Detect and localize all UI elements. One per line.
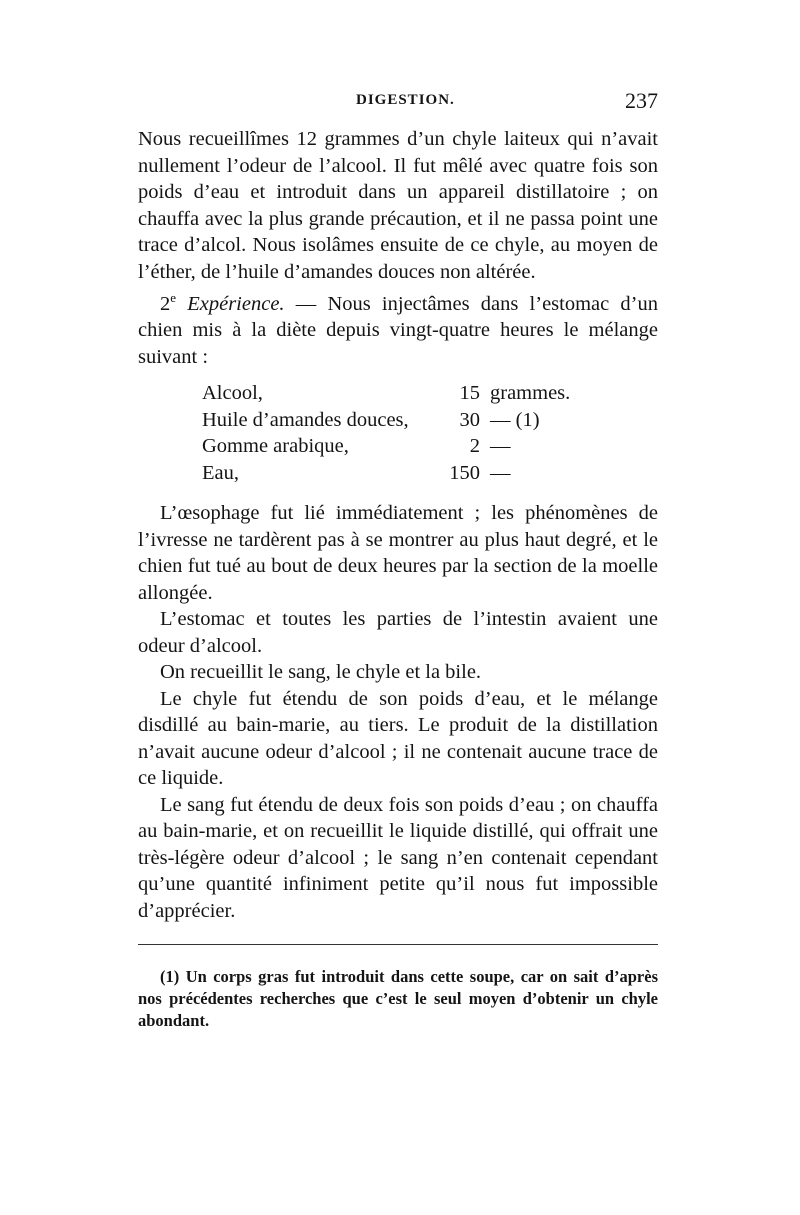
ingredient-name: Huile d’amandes douces, [202, 408, 409, 431]
footnote-rule [138, 944, 658, 945]
paragraph-2 [138, 285, 658, 370]
page-number: 237 [625, 88, 658, 113]
recipe-row [202, 407, 602, 434]
paragraph-4: L’estomac et toutes les parties de l’intestin avaient une odeur d’alcool. [138, 608, 658, 657]
paragraph-6: Le chyle fut étendu de son poids d’eau, et le mélange disdillé au bain-marie, au tiers. Le produit de la distillation n’avait aucune odeur d’alcool ; il ne contenait aucune trace de ce liquide. [138, 687, 658, 790]
ingredient-unit: — [490, 435, 511, 458]
page-header [138, 88, 658, 118]
recipe-row [202, 433, 602, 460]
footnote [138, 966, 658, 1032]
ingredient-name: Eau, [202, 461, 239, 484]
paragraph-5: On recueillit le sang, le chyle et la bile. [160, 661, 482, 684]
recipe-row [202, 460, 602, 487]
body-text [138, 126, 658, 924]
ingredient-amount: 15 [459, 382, 480, 405]
ingredient-unit: — (1) [490, 408, 540, 431]
ingredient-amount: 2 [469, 435, 480, 458]
experiment-ordinal: e [170, 290, 177, 305]
recipe-row [202, 380, 602, 407]
ingredient-name: Alcool, [202, 382, 263, 405]
experiment-label: Expérience. [187, 292, 285, 315]
footnote-text: (1) Un corps gras fut introduit dans cette soupe, car on sait d’après nos précédentes recherches que c’est le seul moyen d’obtenir un chyle abondant. [138, 967, 658, 1030]
experiment-text: — Nous injectâmes dans l’estomac d’un chien mis à la diète depuis vingt-quatre heures le mélange suivant : [138, 292, 659, 368]
ingredient-amount: 30 [459, 408, 480, 431]
paragraph-7: Le sang fut étendu de deux fois son poids d’eau ; on chauffa au bain-marie, et on recueillit le liquide distillé, qui offrait une très-légère odeur d’alcool ; le sang n’en contenait cependant qu’une quantité infiniment petite qu’il nous fut impossible d’apprécier. [138, 793, 658, 922]
running-head: DIGESTION. [356, 92, 455, 108]
ingredient-amount: 150 [449, 461, 480, 484]
ingredient-unit: — [490, 461, 511, 484]
paragraph-1: Nous recueillîmes 12 grammes d’un chyle laiteux qui n’avait nullement l’odeur de l’alcool. Il fut mêlé avec quatre fois son poids d’eau et introduit dans un appareil distillatoire ; on chauffa avec la plus grande précaution, et il ne passa point une trace d’alcol. Nous isolâmes ensuite de ce chyle, au moyen de l’éther, de l’huile d’amandes douces non altérée. [138, 128, 658, 283]
ingredient-name: Gomme arabique, [202, 435, 349, 458]
experiment-number: 2 [160, 292, 171, 315]
recipe-table [202, 380, 602, 486]
paragraph-3: L’œsophage fut lié immédiatement ; les phénomènes de l’ivresse ne tardèrent pas à se montrer au plus haut degré, et le chien fut tué au bout de deux heures par la section de la moelle allongée. [138, 502, 658, 604]
ingredient-unit: grammes. [490, 382, 571, 405]
